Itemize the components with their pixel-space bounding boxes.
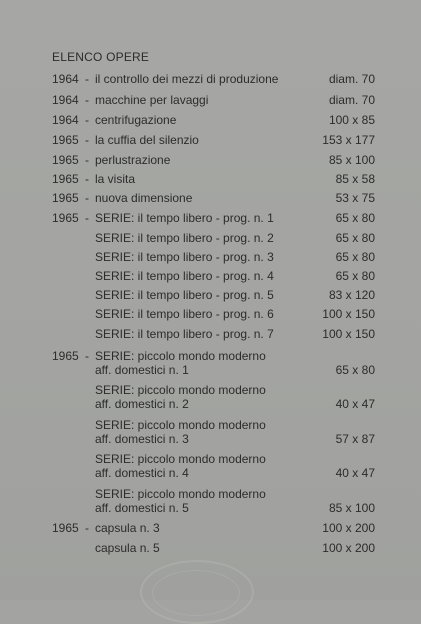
work-dimensions: 100 x 85 (328, 113, 375, 127)
work-title: capsula n. 3 (95, 521, 160, 535)
separator-dash: - (85, 153, 89, 167)
work-subtitle: aff. domestici n. 5 (95, 501, 189, 515)
work-title: SERIE: piccolo mondo moderno (95, 383, 266, 397)
work-dimensions: 40 x 47 (335, 397, 375, 411)
work-title: centrifugazione (95, 113, 177, 127)
work-year: 1965 (52, 349, 79, 363)
separator-dash: - (85, 72, 89, 86)
work-title: macchine per lavaggi (95, 93, 209, 107)
work-title: SERIE: piccolo mondo moderno (95, 349, 266, 363)
work-year: 1965 (52, 133, 79, 147)
work-title: la cuffia del silenzio (95, 133, 199, 147)
work-title: SERIE: il tempo libero - prog. n. 5 (95, 288, 274, 302)
work-title: SERIE: piccolo mondo moderno (95, 487, 266, 501)
work-dimensions: 100 x 150 (322, 327, 375, 341)
work-title: nuova dimensione (95, 191, 193, 205)
work-dimensions: 85 x 100 (328, 501, 375, 515)
work-year: 1965 (52, 191, 79, 205)
work-dimensions: 53 x 75 (335, 191, 375, 205)
work-year: 1965 (52, 211, 79, 225)
work-dimensions: 65 x 80 (335, 269, 375, 283)
work-year: 1965 (52, 521, 79, 535)
work-title: perlustrazione (95, 153, 171, 167)
work-dimensions: 100 x 200 (322, 521, 375, 535)
work-dimensions: 100 x 200 (322, 541, 375, 555)
work-subtitle: aff. domestici n. 3 (95, 432, 189, 446)
separator-dash: - (85, 133, 89, 147)
work-subtitle: aff. domestici n. 2 (95, 397, 189, 411)
work-dimensions: 153 x 177 (322, 133, 375, 147)
work-dimensions: 85 x 100 (328, 153, 375, 167)
work-year: 1965 (52, 172, 79, 186)
work-dimensions: 57 x 87 (335, 432, 375, 446)
separator-dash: - (85, 93, 89, 107)
separator-dash: - (85, 172, 89, 186)
work-title: SERIE: il tempo libero - prog. n. 6 (95, 307, 274, 321)
work-dimensions: 83 x 120 (328, 288, 375, 302)
work-dimensions: 65 x 80 (335, 250, 375, 264)
work-title: SERIE: il tempo libero - prog. n. 2 (95, 231, 274, 245)
work-subtitle: aff. domestici n. 4 (95, 466, 189, 480)
work-dimensions: 40 x 47 (335, 466, 375, 480)
work-title: SERIE: piccolo mondo moderno (95, 418, 266, 432)
work-title: SERIE: piccolo mondo moderno (95, 452, 266, 466)
separator-dash: - (85, 191, 89, 205)
work-title: capsula n. 5 (95, 541, 160, 555)
work-subtitle: aff. domestici n. 1 (95, 363, 189, 377)
work-year: 1964 (52, 113, 79, 127)
work-year: 1964 (52, 72, 79, 86)
work-dimensions: 65 x 80 (335, 231, 375, 245)
work-title: il controllo dei mezzi di produzione (95, 72, 279, 86)
work-dimensions: 65 x 80 (335, 363, 375, 377)
work-title: SERIE: il tempo libero - prog. n. 7 (95, 327, 274, 341)
separator-dash: - (85, 113, 89, 127)
work-title: la visita (95, 172, 136, 186)
embossed-stamp (140, 560, 254, 624)
work-title: SERIE: il tempo libero - prog. n. 4 (95, 269, 274, 283)
work-dimensions: 65 x 80 (335, 211, 375, 225)
work-title: SERIE: il tempo libero - prog. n. 3 (95, 250, 274, 264)
work-dimensions: 100 x 150 (322, 307, 375, 321)
work-dimensions: diam. 70 (328, 93, 375, 107)
page-heading: ELENCO OPERE (52, 50, 150, 64)
work-title: SERIE: il tempo libero - prog. n. 1 (95, 211, 274, 225)
separator-dash: - (85, 349, 89, 363)
separator-dash: - (85, 521, 89, 535)
separator-dash: - (85, 211, 89, 225)
work-year: 1964 (52, 93, 79, 107)
work-year: 1965 (52, 153, 79, 167)
work-dimensions: 85 x 58 (335, 172, 375, 186)
work-dimensions: diam. 70 (328, 72, 375, 86)
